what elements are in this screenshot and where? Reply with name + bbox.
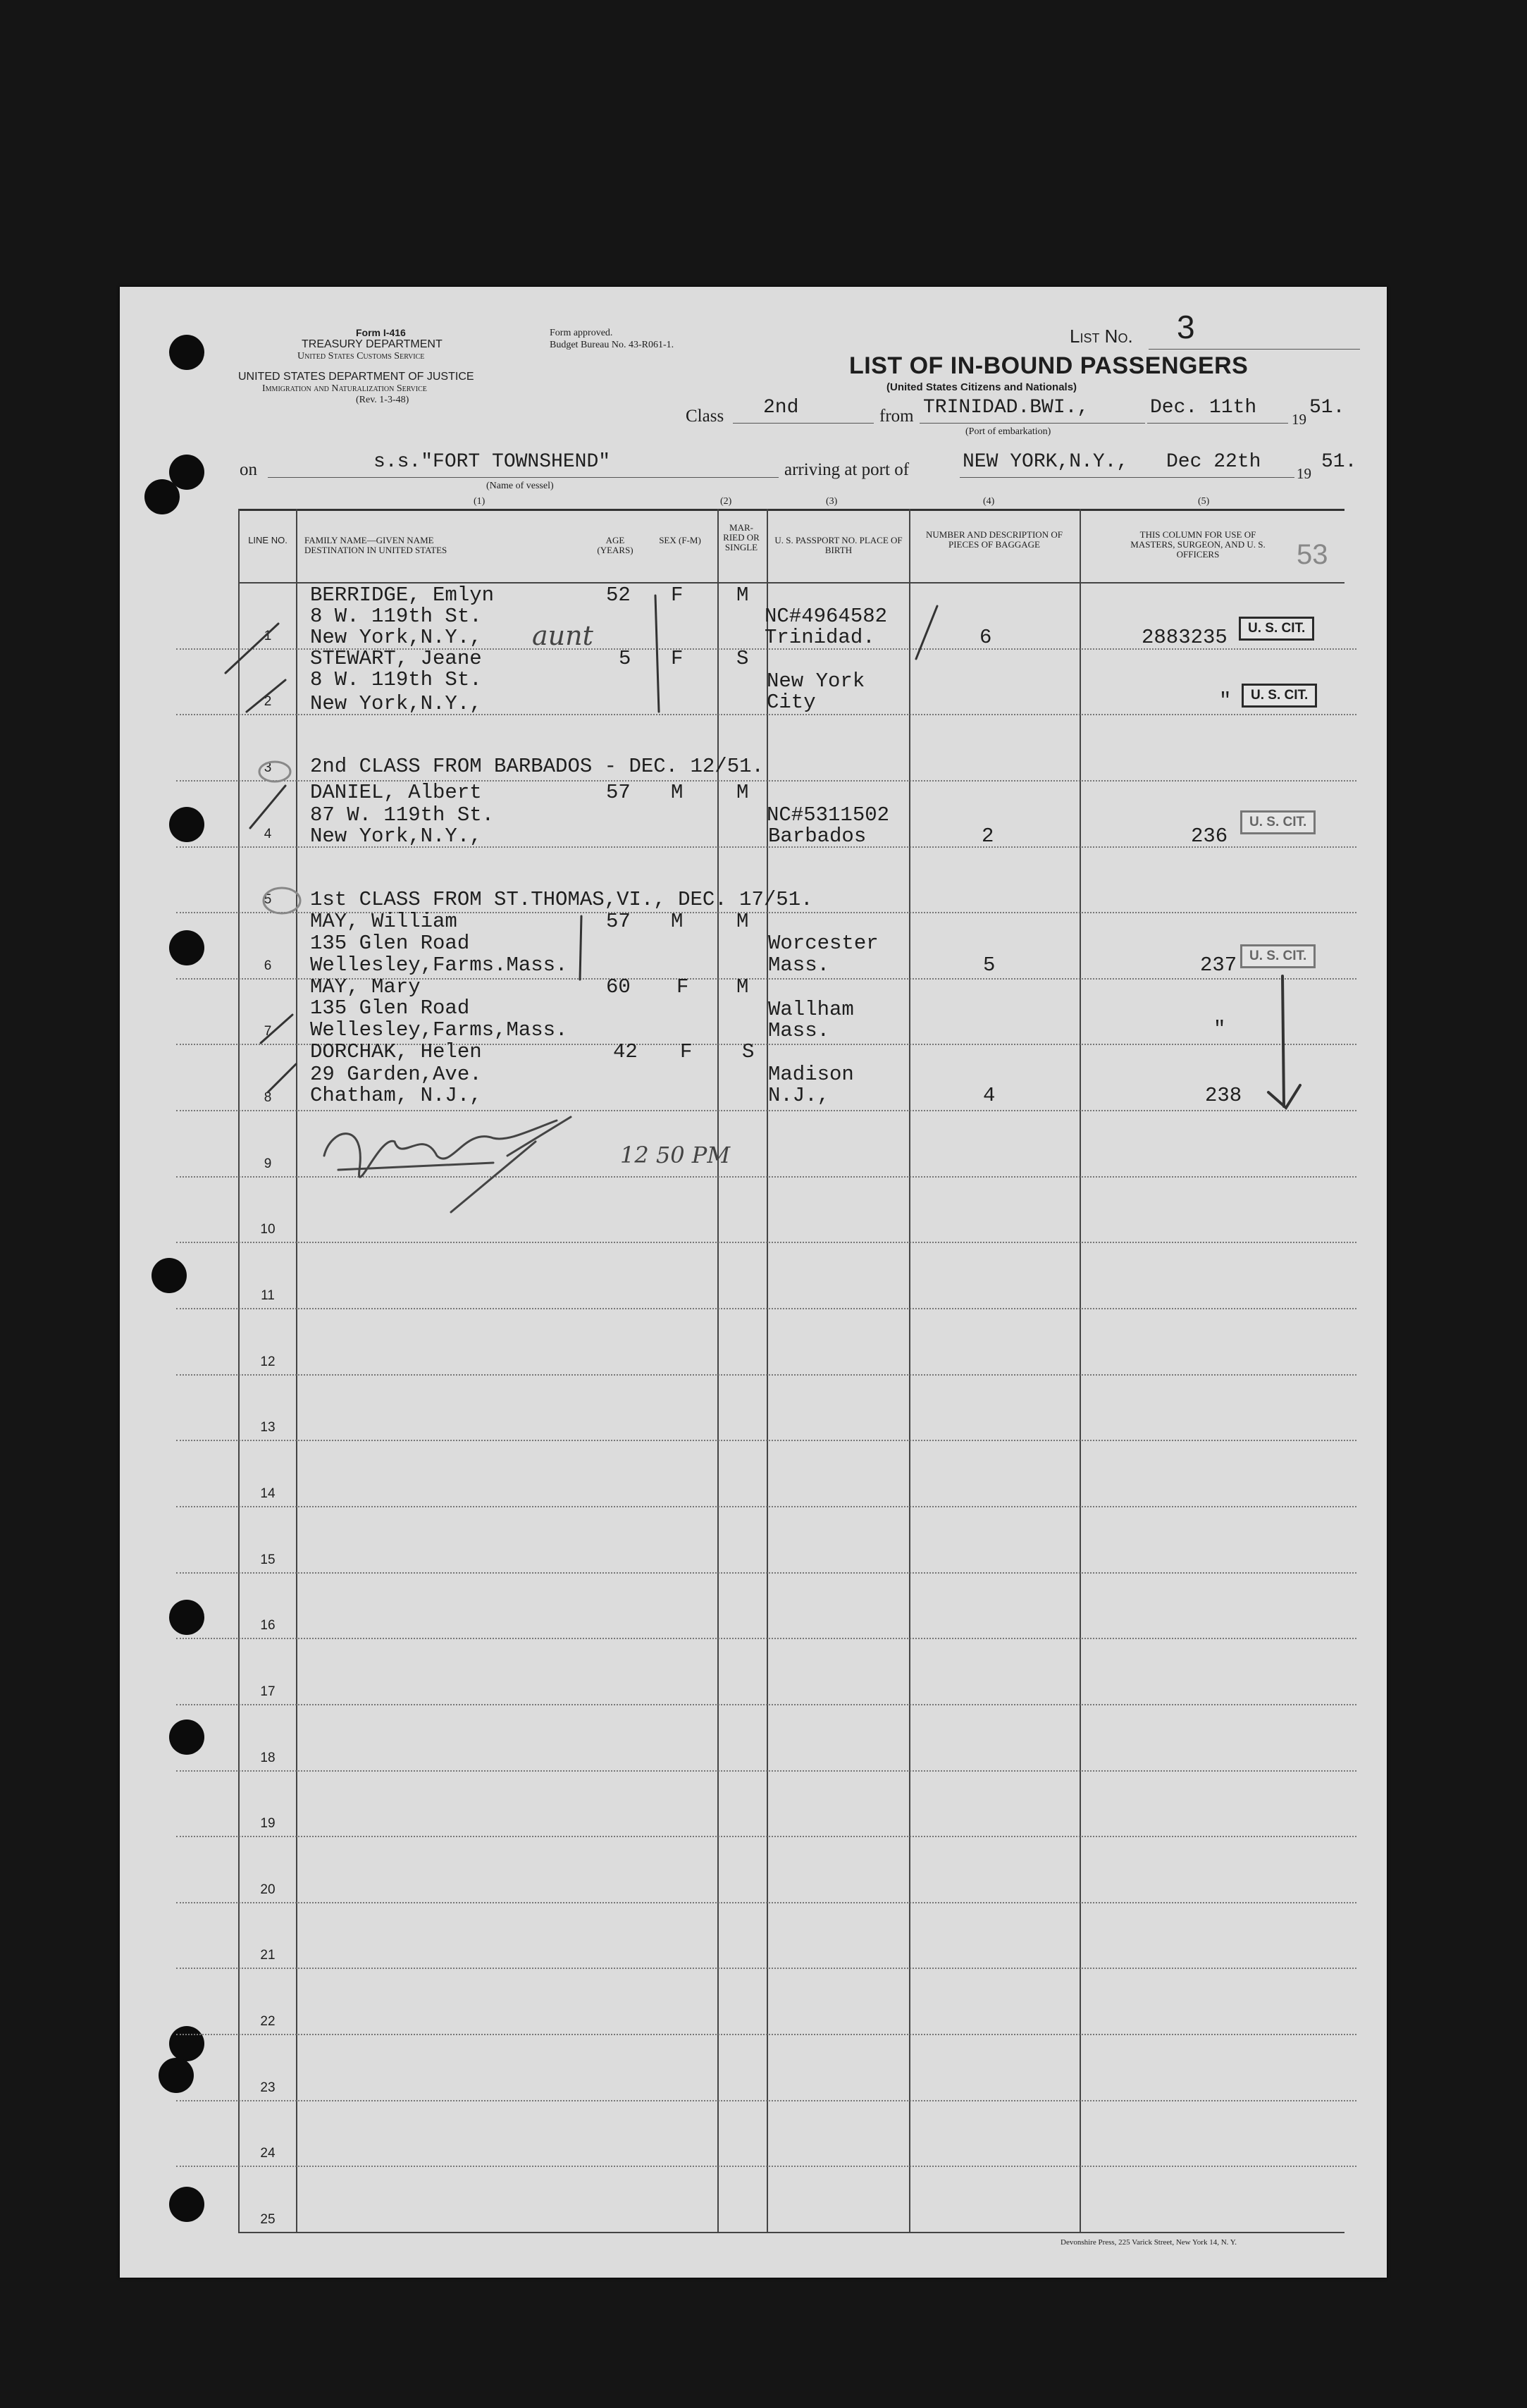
arrival-port: NEW YORK,N.Y., [963,451,1129,473]
passenger-marital: S [736,647,749,670]
row-number: 9 [264,1156,272,1171]
section-heading: 2nd CLASS FROM BARBADOS - DEC. 12/51. [310,755,764,778]
passenger-city: Wellesley,Farms.Mass. [310,953,568,977]
department-of-justice: UNITED STATES DEPARTMENT OF JUSTICE [238,371,474,383]
row-number: 20 [260,1882,276,1897]
passenger-age: 52 [606,584,631,607]
passenger-sex: F [676,975,689,999]
passenger-age: 5 [619,647,631,670]
row-number: 18 [260,1750,276,1765]
col-header-name: FAMILY NAME—GIVEN NAME DESTINATION IN UNITED STATES [304,535,447,555]
row-number: 12 [260,1354,276,1369]
treasury-department: TREASURY DEPARTMENT [302,338,443,350]
departure-year: 51. [1309,397,1345,419]
column-number: (2) [720,496,732,507]
column-number: (3) [826,496,838,507]
port-embarkation-caption: (Port of embarkation) [965,426,1051,437]
us-citizen-stamp: U. S. CIT. [1240,810,1316,834]
column-number: (4) [983,496,995,507]
us-citizen-stamp: U. S. CIT. [1239,617,1314,641]
passport-number: Wallham [768,998,854,1021]
passenger-sex: F [671,584,684,607]
row-number: 24 [260,2146,276,2161]
arriving-label: arriving at port of [784,460,910,479]
passenger-age: 57 [606,910,631,933]
vessel-caption: (Name of vessel) [486,481,554,491]
row-number: 4 [264,826,272,841]
handwritten-note: aunt [532,620,593,651]
officer-entry: 237 [1200,953,1237,977]
passenger-name: DANIEL, Albert [310,781,482,804]
passport-number: NC#5311502 [767,803,890,827]
col-header-officers: THIS COLUMN FOR USE OF MASTERS, SURGEON, AND U. S. OFFICERS [1130,529,1266,560]
birthplace: City [767,691,816,714]
row-number: 3 [264,760,272,775]
passenger-address: 87 W. 119th St. [310,803,495,827]
ins-service: Immigration and Naturalization Service [262,383,427,394]
col-header-line-no: LINE NO. [248,535,288,545]
row-number: 6 [264,958,272,973]
baggage-count: 4 [983,1084,996,1107]
row-number: 25 [260,2212,276,2227]
birthplace: N.J., [768,1084,830,1107]
passenger-name: MAY, Mary [310,975,421,999]
list-no-value: 3 [1177,309,1195,345]
officers-mark: 53 [1297,539,1328,570]
passenger-marital: S [742,1040,755,1063]
column-number: (5) [1198,496,1210,507]
row-number: 22 [260,2014,276,2030]
row-number: 23 [260,2080,276,2095]
passenger-city: Wellesley,Farms,Mass. [310,1018,568,1042]
passenger-name: DORCHAK, Helen [310,1040,482,1063]
column-number: (1) [474,496,486,507]
officer-entry: 236 [1191,825,1228,848]
row-number: 2 [264,694,272,710]
departure-date: Dec. 11th [1150,397,1257,419]
row-number: 16 [260,1618,276,1634]
form-title: LIST OF IN-BOUND PASSENGERS [849,352,1249,379]
col-header-age: AGE (YEARS) [597,535,633,555]
passenger-city: Chatham, N.J., [310,1084,482,1107]
us-citizen-stamp: U. S. CIT. [1242,684,1317,708]
arrival-date: Dec 22th [1166,451,1261,473]
passenger-marital: M [736,910,749,933]
passenger-name: STEWART, Jeane [310,647,482,670]
passenger-sex: M [671,910,684,933]
row-number: 10 [260,1222,276,1237]
birthplace: Mass. [768,1019,830,1042]
baggage-count: 5 [983,953,996,977]
us-citizen-stamp: U. S. CIT. [1240,944,1316,968]
customs-service: United States Customs Service [297,351,425,362]
officer-entry: " [1219,689,1232,712]
passenger-address: 8 W. 119th St. [310,668,482,691]
officer-entry: " [1213,1018,1226,1041]
officer-entry: 2883235 [1142,626,1228,649]
class-value: 2nd [763,397,799,419]
baggage-count: 2 [982,825,994,848]
from-label: from [879,407,914,426]
row-number: 7 [264,1024,272,1039]
row-number: 8 [264,1090,272,1106]
birthplace: Mass. [768,953,830,977]
passenger-city: New York,N.Y., [310,825,482,848]
col-header-married: MAR-RIED OR SINGLE [723,522,760,552]
passport-number: Worcester [768,932,879,955]
passenger-address: 135 Glen Road [310,996,470,1020]
form-number: Form I-416 [356,327,406,338]
officer-entry: 238 [1205,1084,1242,1107]
passport-number: New York [767,669,865,693]
passenger-address: 135 Glen Road [310,932,470,955]
passport-number: NC#4964582 [765,605,888,628]
passenger-age: 60 [606,975,631,999]
passenger-address: 8 W. 119th St. [310,605,482,628]
passenger-marital: M [736,975,749,999]
row-number: 15 [260,1552,276,1567]
row-number: 13 [260,1420,276,1435]
passenger-city: New York,N.Y., [310,692,482,715]
passenger-age: 42 [613,1040,638,1063]
budget-bureau: Budget Bureau No. 43-R061-1. [550,340,674,350]
passenger-name: BERRIDGE, Emlyn [310,584,495,607]
row-number: 21 [260,1948,276,1963]
from-port: TRINIDAD.BWI., [923,397,1089,419]
birthplace: Trinidad. [765,626,875,649]
passenger-age: 57 [606,781,631,804]
passenger-sex: F [680,1040,693,1063]
passenger-city: New York,N.Y., [310,626,482,649]
vessel-name: s.s."FORT TOWNSHEND" [373,451,611,473]
passenger-sex: M [671,781,684,804]
passenger-address: 29 Garden,Ave. [310,1063,482,1086]
row-number: 11 [261,1288,275,1304]
row-number: 17 [260,1684,276,1699]
year-prefix: 19 [1292,411,1306,428]
form-subtitle: (United States Citizens and Nationals) [886,381,1077,393]
col-header-passport: U. S. PASSPORT NO. PLACE OF BIRTH [774,535,903,555]
arrival-year-prefix: 19 [1297,465,1311,482]
printer-footer: Devonshire Press, 225 Varick Street, New York 14, N. Y. [1061,2238,1237,2247]
section-heading: 1st CLASS FROM ST.THOMAS,VI., DEC. 17/51. [310,888,813,911]
passenger-marital: M [736,781,749,804]
passenger-marital: M [736,584,749,607]
passport-number: Madison [768,1063,854,1086]
passenger-name: MAY, William [310,910,457,933]
arrival-year: 51. [1321,451,1357,473]
row-number: 5 [264,892,272,908]
row-number: 1 [264,628,272,643]
col-header-baggage: NUMBER AND DESCRIPTION OF PIECES OF BAGGAGE [926,529,1063,550]
handwritten-time: 12 50 PM [620,1142,731,1168]
passenger-sex: F [671,647,684,670]
form-approved: Form approved. [550,328,613,338]
on-label: on [240,460,257,479]
birthplace: Barbados [768,825,867,848]
baggage-count: 6 [979,626,992,649]
col-header-sex: SEX (F-M) [659,535,701,545]
row-number: 14 [260,1486,276,1501]
row-number: 19 [260,1816,276,1832]
class-label: Class [686,407,724,426]
revision: (Rev. 1-3-48) [356,395,409,405]
list-no-label: List No. [1070,326,1133,347]
